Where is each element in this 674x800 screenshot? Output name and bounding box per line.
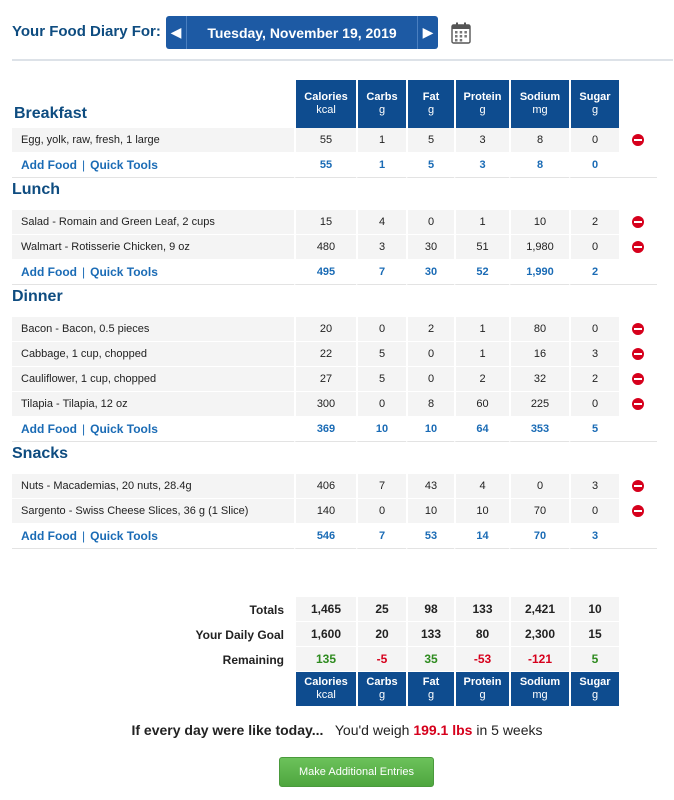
meal-total-fat: 5 (406, 153, 454, 178)
meal-total-carbs: 1 (356, 153, 406, 178)
remaining-carbs: -5 (356, 647, 406, 672)
meal-title: Lunch (12, 181, 60, 198)
food-name[interactable]: Salad - Romain and Green Leaf, 2 cups (12, 210, 294, 235)
column-name: Sodium (519, 91, 561, 103)
column-unit: mg (532, 104, 548, 116)
previous-day-button[interactable] (166, 16, 186, 49)
food-fat-value: 0 (406, 367, 454, 392)
column-header-sodium (509, 80, 569, 128)
column-header-calories (294, 672, 356, 706)
food-sugar-value: 3 (569, 474, 619, 499)
food-protein-value: 4 (454, 474, 509, 499)
column-header-sugar (569, 672, 619, 706)
remaining-protein: -53 (454, 647, 509, 672)
quick-tools-link[interactable]: Quick Tools (90, 265, 158, 279)
column-name: Sugar (579, 91, 611, 103)
meal-total-calories: 546 (294, 524, 356, 549)
food-carbs-value: 3 (356, 235, 406, 260)
delete-icon[interactable] (632, 348, 644, 360)
meal-summary-row (12, 153, 657, 178)
header-spacer (12, 672, 294, 706)
food-fat-value: 30 (406, 235, 454, 260)
weight-forecast (0, 722, 674, 738)
column-name: Sugar (579, 676, 611, 688)
totals-carbs: 25 (356, 597, 406, 622)
column-header-calories (294, 80, 356, 128)
row-spacer (619, 417, 657, 442)
diary-label: Your Food Diary For: (12, 23, 161, 40)
meal-total-protein: 14 (454, 524, 509, 549)
food-carbs-value: 5 (356, 342, 406, 367)
food-sodium-value: 8 (509, 128, 569, 153)
quick-tools-link[interactable]: Quick Tools (90, 422, 158, 436)
meal-total-protein: 64 (454, 417, 509, 442)
food-fat-value: 8 (406, 392, 454, 417)
action-separator: | (81, 265, 86, 279)
meal-total-protein: 52 (454, 260, 509, 285)
meal-total-carbs: 10 (356, 417, 406, 442)
food-fat-value: 2 (406, 317, 454, 342)
goal-sodium: 2,300 (509, 622, 569, 647)
make-additional-entries-button[interactable]: Make Additional Entries (279, 757, 434, 787)
food-name[interactable]: Cabbage, 1 cup, chopped (12, 342, 294, 367)
delete-cell (619, 367, 657, 392)
column-header-fat (406, 672, 454, 706)
food-name[interactable]: Sargento - Swiss Cheese Slices, 36 g (1 Slice) (12, 499, 294, 524)
next-day-button[interactable] (418, 16, 438, 49)
food-calories-value: 140 (294, 499, 356, 524)
food-calories-value: 20 (294, 317, 356, 342)
column-name: Carbs (366, 676, 398, 688)
action-separator: | (81, 422, 86, 436)
chevron-right-icon: ▶ (422, 24, 434, 40)
food-carbs-value: 4 (356, 210, 406, 235)
totals-sugar: 10 (569, 597, 619, 622)
food-name[interactable]: Walmart - Rotisserie Chicken, 9 oz (12, 235, 294, 260)
delete-cell (619, 210, 657, 235)
meal-summary-row (12, 417, 657, 442)
delete-icon[interactable] (632, 323, 644, 335)
current-date[interactable]: Tuesday, November 19, 2019 (186, 16, 418, 49)
totals-fat: 98 (406, 597, 454, 622)
totals-sodium: 2,421 (509, 597, 569, 622)
meal-title: Dinner (12, 288, 63, 305)
totals-calories: 1,465 (294, 597, 356, 622)
meal-header-row (12, 442, 657, 474)
food-protein-value: 60 (454, 392, 509, 417)
delete-cell (619, 235, 657, 260)
meal-title: Snacks (12, 445, 69, 462)
food-fat-value: 0 (406, 342, 454, 367)
delete-icon[interactable] (632, 398, 644, 410)
delete-cell (619, 474, 657, 499)
column-header-sodium (509, 672, 569, 706)
food-sugar-value: 0 (569, 392, 619, 417)
food-protein-value: 1 (454, 317, 509, 342)
food-carbs-value: 0 (356, 499, 406, 524)
food-fat-value: 10 (406, 499, 454, 524)
food-row[interactable] (12, 317, 657, 342)
food-name[interactable]: Tilapia - Tilapia, 12 oz (12, 392, 294, 417)
meal-header-row (12, 285, 657, 317)
add-food-link[interactable]: Add Food (21, 422, 77, 436)
delete-icon[interactable] (632, 480, 644, 492)
food-row[interactable] (12, 128, 657, 153)
goal-fat: 133 (406, 622, 454, 647)
forecast-weight: 199.1 lbs (413, 722, 473, 738)
remaining-row (12, 647, 657, 672)
column-unit: g (591, 689, 599, 701)
meal-total-carbs: 7 (356, 260, 406, 285)
meal-total-calories: 55 (294, 153, 356, 178)
diary-header (12, 16, 672, 50)
column-unit: g (378, 104, 386, 116)
column-unit: g (378, 689, 386, 701)
column-name: Sodium (519, 676, 561, 688)
food-protein-value: 1 (454, 210, 509, 235)
action-separator: | (81, 529, 86, 543)
quick-tools-link[interactable]: Quick Tools (90, 158, 158, 172)
column-name: Fat (422, 91, 440, 103)
date-navigator (166, 16, 438, 49)
column-header-fat (406, 80, 454, 128)
section-spacer (12, 573, 657, 597)
bottom-column-header (12, 672, 657, 706)
delete-cell (619, 128, 657, 153)
column-header-protein (454, 80, 509, 128)
add-food-link[interactable]: Add Food (21, 158, 77, 172)
meal-actions (12, 417, 294, 442)
food-calories-value: 27 (294, 367, 356, 392)
forecast-pre: You'd weigh (334, 722, 410, 738)
food-row[interactable] (12, 367, 657, 392)
meal-total-sugar: 0 (569, 153, 619, 178)
food-sodium-value: 70 (509, 499, 569, 524)
column-header-carbs (356, 80, 406, 128)
food-name[interactable]: Nuts - Macademias, 20 nuts, 28.4g (12, 474, 294, 499)
food-calories-value: 480 (294, 235, 356, 260)
food-sodium-value: 32 (509, 367, 569, 392)
spacer-cell (12, 549, 657, 573)
row-spacer (619, 597, 657, 622)
meal-actions (12, 524, 294, 549)
food-calories-value: 406 (294, 474, 356, 499)
meal-summary-row (12, 524, 657, 549)
meal-total-sodium: 8 (509, 153, 569, 178)
column-header-carbs (356, 672, 406, 706)
add-food-link[interactable]: Add Food (21, 265, 77, 279)
food-sugar-value: 0 (569, 128, 619, 153)
delete-icon[interactable] (632, 241, 644, 253)
delete-icon[interactable] (632, 373, 644, 385)
food-protein-value: 10 (454, 499, 509, 524)
header-divider (12, 59, 673, 61)
food-row[interactable] (12, 392, 657, 417)
food-calories-value: 22 (294, 342, 356, 367)
meal-total-sugar: 2 (569, 260, 619, 285)
food-protein-value: 1 (454, 342, 509, 367)
meal-actions (12, 260, 294, 285)
meal-total-calories: 495 (294, 260, 356, 285)
goal-calories: 1,600 (294, 622, 356, 647)
meal-total-protein: 3 (454, 153, 509, 178)
column-unit: kcal (316, 689, 336, 701)
food-sodium-value: 0 (509, 474, 569, 499)
column-unit: mg (532, 689, 548, 701)
meal-total-fat: 30 (406, 260, 454, 285)
food-sodium-value: 225 (509, 392, 569, 417)
food-carbs-value: 7 (356, 474, 406, 499)
food-sugar-value: 0 (569, 499, 619, 524)
food-calories-value: 15 (294, 210, 356, 235)
spacer-cell (12, 573, 657, 597)
header-spacer (619, 80, 657, 128)
remaining-fat: 35 (406, 647, 454, 672)
totals-row (12, 597, 657, 622)
column-name: Protein (463, 91, 502, 103)
food-diary-table (12, 80, 657, 706)
meal-total-sugar: 5 (569, 417, 619, 442)
meal-total-sugar: 3 (569, 524, 619, 549)
goal-label: Your Daily Goal (195, 627, 284, 642)
action-separator: | (81, 158, 86, 172)
food-sugar-value: 0 (569, 317, 619, 342)
delete-cell (619, 317, 657, 342)
food-row[interactable] (12, 210, 657, 235)
meal-total-sodium: 1,990 (509, 260, 569, 285)
meal-total-sodium: 70 (509, 524, 569, 549)
remaining-label: Remaining (222, 652, 284, 667)
column-name: Carbs (366, 91, 398, 103)
goal-sugar: 15 (569, 622, 619, 647)
column-header-sugar (569, 80, 619, 128)
food-row[interactable] (12, 342, 657, 367)
food-calories-value: 55 (294, 128, 356, 153)
food-name[interactable]: Cauliflower, 1 cup, chopped (12, 367, 294, 392)
food-carbs-value: 0 (356, 317, 406, 342)
food-fat-value: 0 (406, 210, 454, 235)
delete-icon[interactable] (632, 134, 644, 146)
food-sodium-value: 16 (509, 342, 569, 367)
meal-title: Breakfast (12, 80, 294, 128)
meal-total-calories: 369 (294, 417, 356, 442)
chevron-left-icon: ◀ (170, 24, 182, 40)
goal-carbs: 20 (356, 622, 406, 647)
column-unit: kcal (316, 104, 336, 116)
column-name: Fat (422, 676, 440, 688)
delete-icon[interactable] (632, 216, 644, 228)
remaining-calories: 135 (294, 647, 356, 672)
food-protein-value: 2 (454, 367, 509, 392)
food-name[interactable]: Egg, yolk, raw, fresh, 1 large (12, 128, 294, 153)
food-sugar-value: 2 (569, 210, 619, 235)
column-unit: g (427, 104, 435, 116)
food-carbs-value: 5 (356, 367, 406, 392)
row-spacer (619, 622, 657, 647)
header-spacer (619, 672, 657, 706)
food-carbs-value: 0 (356, 392, 406, 417)
delete-icon[interactable] (632, 505, 644, 517)
forecast-lead: If every day were like today... (131, 722, 324, 738)
row-spacer (619, 153, 657, 178)
food-sodium-value: 1,980 (509, 235, 569, 260)
goal-protein: 80 (454, 622, 509, 647)
column-name: Protein (463, 676, 502, 688)
meal-total-fat: 53 (406, 524, 454, 549)
totals-protein: 133 (454, 597, 509, 622)
column-header-row (12, 80, 657, 128)
food-protein-value: 51 (454, 235, 509, 260)
food-sodium-value: 10 (509, 210, 569, 235)
column-unit: g (591, 104, 599, 116)
food-row[interactable] (12, 499, 657, 524)
food-fat-value: 43 (406, 474, 454, 499)
meal-total-fat: 10 (406, 417, 454, 442)
calendar-icon[interactable] (451, 22, 471, 49)
meal-total-carbs: 7 (356, 524, 406, 549)
food-row[interactable] (12, 235, 657, 260)
row-spacer (619, 524, 657, 549)
food-sugar-value: 0 (569, 235, 619, 260)
remaining-sodium: -121 (509, 647, 569, 672)
delete-cell (619, 499, 657, 524)
food-calories-value: 300 (294, 392, 356, 417)
goal-row (12, 622, 657, 647)
delete-cell (619, 342, 657, 367)
add-food-link[interactable]: Add Food (21, 529, 77, 543)
food-fat-value: 5 (406, 128, 454, 153)
forecast-post: in 5 weeks (476, 722, 543, 738)
meal-actions (12, 153, 294, 178)
meal-header-row (12, 178, 657, 210)
column-header-protein (454, 672, 509, 706)
food-carbs-value: 1 (356, 128, 406, 153)
quick-tools-link[interactable]: Quick Tools (90, 529, 158, 543)
totals-label: Totals (249, 602, 284, 617)
food-sugar-value: 3 (569, 342, 619, 367)
column-unit: g (479, 104, 486, 116)
meal-total-sodium: 353 (509, 417, 569, 442)
food-name[interactable]: Bacon - Bacon, 0.5 pieces (12, 317, 294, 342)
column-name: Calories (304, 676, 348, 688)
food-protein-value: 3 (454, 128, 509, 153)
remaining-sugar: 5 (569, 647, 619, 672)
meal-summary-row (12, 260, 657, 285)
food-sodium-value: 80 (509, 317, 569, 342)
food-row[interactable] (12, 474, 657, 499)
delete-cell (619, 392, 657, 417)
row-spacer (619, 647, 657, 672)
column-unit: g (427, 689, 435, 701)
section-spacer (12, 549, 657, 573)
food-sugar-value: 2 (569, 367, 619, 392)
column-unit: g (479, 689, 486, 701)
row-spacer (619, 260, 657, 285)
column-name: Calories (304, 91, 348, 103)
